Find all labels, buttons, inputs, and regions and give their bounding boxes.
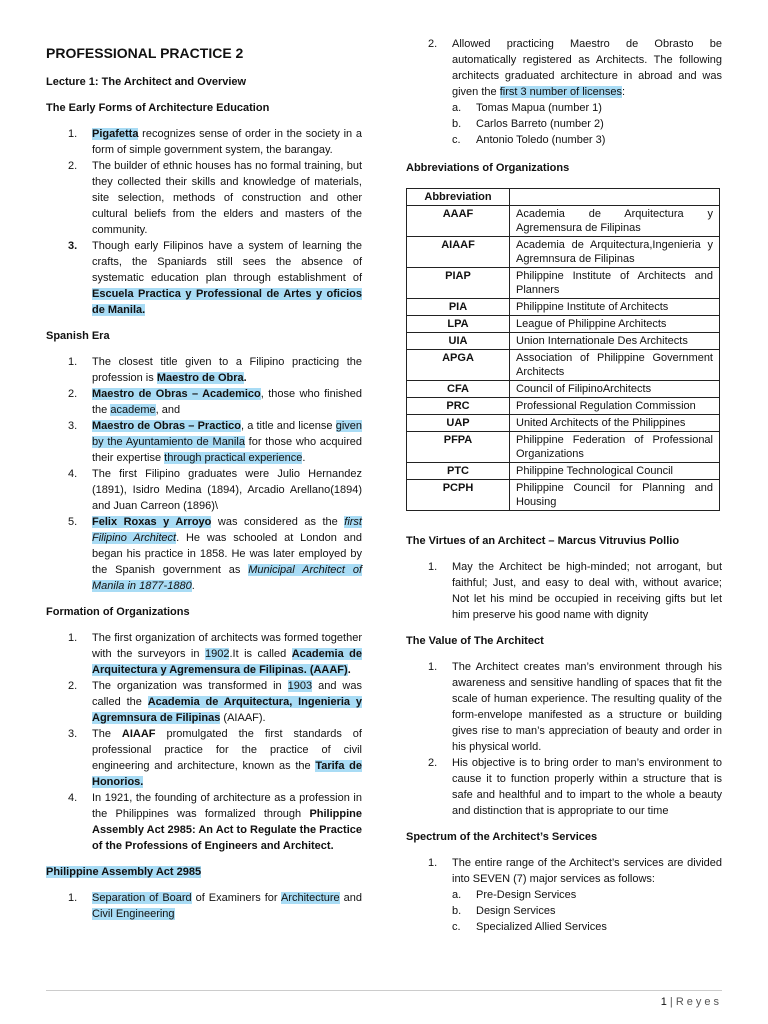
footer-separator: |: [666, 996, 676, 1008]
list-item: b. Carlos Barreto (number 2): [452, 118, 604, 130]
lecture-heading: Lecture 1: The Architect and Overview: [46, 76, 247, 88]
page-title: PROFESSIONAL PRACTICE 2: [46, 45, 244, 61]
table-row: PIA Philippine Institute of Architects: [407, 299, 720, 316]
list-item: c. Specialized Allied Services: [452, 921, 607, 933]
list-item: 5. Felix Roxas y Arroyo was considered as the first Filipino Architect. He was schooled at London and began his practice in 1858. He was later employed by the Spanish government as Municipal Architect of Manila in 1877-1880.: [68, 516, 362, 592]
value-list: [406, 659, 722, 819]
licenses-list: [406, 100, 722, 148]
footer-author: Reyes: [675, 996, 722, 1008]
list-item: a. Tomas Mapua (number 1): [452, 102, 602, 114]
services-list: [406, 887, 722, 935]
early-heading: The Early Forms of Architecture Education: [46, 102, 270, 114]
list-item: 2. Maestro de Obras – Academico, those who finished the academe, and: [68, 388, 362, 416]
value-heading: The Value of The Architect: [406, 635, 544, 647]
table-row: AAAF Academia de Arquitectura y Agremensura de Filipinas: [407, 206, 720, 237]
formation-heading: Formation of Organizations: [46, 606, 190, 618]
virtues-list: [406, 559, 722, 623]
table-row: UIA Union Internationale Des Architects: [407, 333, 720, 350]
list-item: a. Pre-Design Services: [452, 889, 577, 901]
list-item: 1. The entire range of the Architect’s services are divided into SEVEN (7) major services as follows:: [428, 857, 722, 885]
list-item: 3. Maestro de Obras – Practico, a title and license given by the Ayuntamiento de Manila for those who acquired their expertise through practical experience.: [68, 420, 363, 464]
table-row: PCPH Philippine Council for Planning and Housing: [407, 480, 720, 511]
table-row: LPA League of Philippine Architects: [407, 316, 720, 333]
list-item: 1. The closest title given to a Filipino practicing the profession is Maestro de Obra.: [68, 356, 362, 384]
table-row: CFA Council of FilipinoArchitects: [407, 381, 720, 398]
table-header-row: Abbreviation: [407, 189, 720, 206]
table-row: PRC Professional Regulation Commission: [407, 398, 720, 415]
list-item: 4. The first Filipino graduates were Julio Hernandez (1891), Isidro Medina (1894), Arcadio Arellano(1894) and Juan Carreon (1896)\: [68, 468, 362, 512]
table-row: AIAAF Academia de Arquitectura,Ingenieria y Agremnsura de Filipinas: [407, 237, 720, 268]
list-item: 1. The first organization of architects was formed together with the surveyors in 1902.It is called Academia de Arquitectura y Agremensura de Filipinas. (AAAF).: [68, 632, 362, 676]
formation-list: [46, 630, 362, 854]
list-item: 1. May the Architect be high-minded; not arrogant, but faithful; Just, and easy to deal with, without avarice; Not let his mind be occupied in receiving gifts but let him preserve his good name with dignity: [428, 561, 722, 621]
table-row: PFPA Philippine Federation of Professional Organizations: [407, 432, 720, 463]
left-column: [46, 40, 362, 928]
table-row: UAP United Architects of the Philippines: [407, 415, 720, 432]
table-row: APGA Association of Philippine Government Architects: [407, 350, 720, 381]
list-item: 2. The organization was transformed in 1903 and was called the Academia de Arquitectura, Ingenieria y Agremnsura de Filipinas (AIAAF).: [68, 680, 362, 724]
spanish-heading: Spanish Era: [46, 330, 110, 342]
list-item: 1. Separation of Board of Examiners for Architecture and Civil Engineering: [68, 892, 362, 920]
list-item: 2. The builder of ethnic houses has no formal training, but they collected their skills and knowledge of materials, site selection, methods of construction and other cultural beliefs from the elders and masters of the community.: [68, 160, 362, 236]
table-row: PIAP Philippine Institute of Architects and Planners: [407, 268, 720, 299]
footer-divider: [46, 990, 722, 991]
right-column: [406, 36, 722, 935]
abbreviation-table: [406, 188, 720, 511]
act-heading: Philippine Assembly Act 2985: [46, 866, 202, 878]
list-item: 2. His objective is to bring order to man’s environment to cause it to function properly within a structure that is safe and healthful and to impart to the whole a beauty and distinction that is appropriate to our time: [428, 757, 722, 817]
page-number: 1: [660, 996, 667, 1008]
table-row: PTC Philippine Technological Council: [407, 463, 720, 480]
list-item: b. Design Services: [452, 905, 556, 917]
list-item: c. Antonio Toledo (number 3): [452, 134, 606, 146]
list-item: 1. The Architect creates man’s environment through his awareness and sensitive handling of spaces that fit the scale of human experience. The resulting quality of the form-envelope manifested as a structure or building gives rise to man’s appreciation of beauty and order in his physical world.: [428, 661, 722, 753]
act-list-continued: [406, 36, 722, 100]
list-item: 3. Though early Filipinos have a system of learning the crafts, the Spaniards still sees the absence of systematic education plan through establishment of Escuela Practica y Professional de Artes y oficios de Manila.: [68, 240, 362, 316]
list-item: 4. In 1921, the founding of architecture as a profession in the Philippines was formalized through Philippine Assembly Act 2985: An Act to Regulate the Practice of the Professions of Engineers and Architect.: [68, 792, 362, 852]
spectrum-heading: Spectrum of the Architect’s Services: [406, 831, 598, 843]
list-item: 1. Pigafetta recognizes sense of order in the society in a form of simple government system, the barangay.: [68, 128, 362, 156]
act-list: [46, 890, 362, 922]
list-item: 3. The AIAAF promulgated the first standards of professional practice for the practice of civil engineering and architecture, known as the Tarifa de Honorios.: [68, 728, 362, 788]
list-item: 2. Allowed practicing Maestro de Obrasto be automatically registered as Architects. The following architects graduated architecture in abroad and was given the first 3 number of licenses:: [428, 38, 722, 98]
abbr-heading: Abbreviations of Organizations: [406, 162, 570, 174]
early-list: [46, 126, 362, 318]
page-footer: [661, 994, 722, 1010]
spectrum-list: [406, 855, 722, 887]
virtues-heading: The Virtues of an Architect – Marcus Vitruvius Pollio: [406, 535, 680, 547]
spanish-list: [46, 354, 362, 594]
